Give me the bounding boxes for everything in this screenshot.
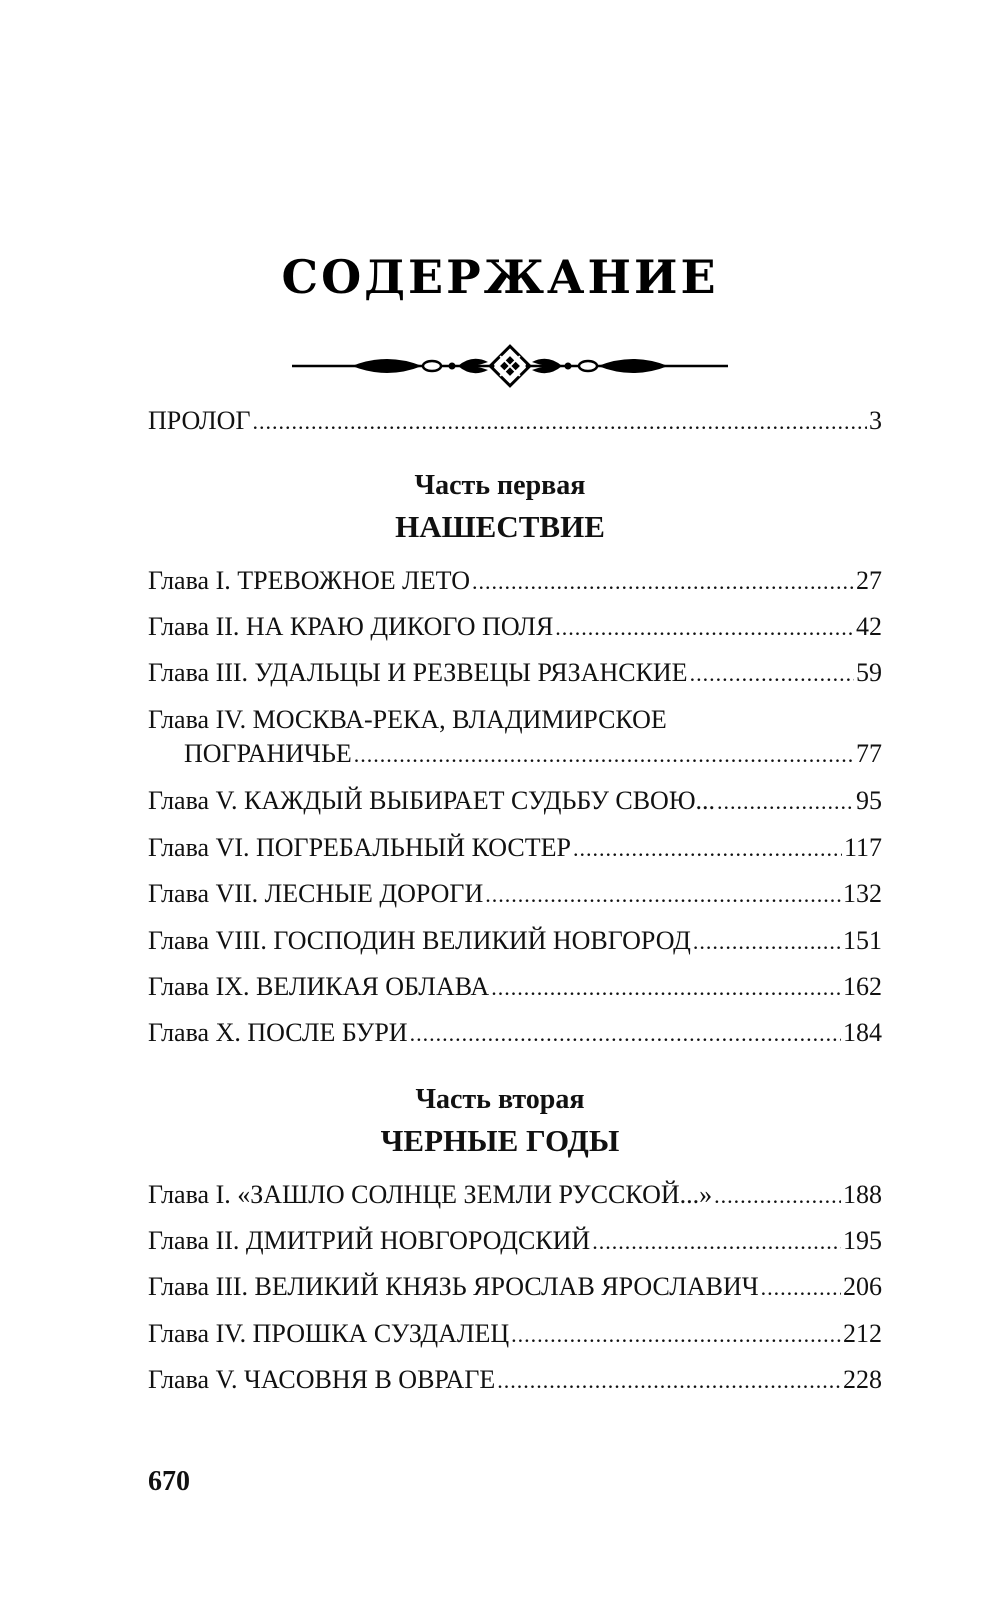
toc-entry-page: 228 (843, 1365, 882, 1394)
toc-entry[interactable] (148, 784, 882, 818)
toc-entry-label: ПРОЛОГ (148, 406, 251, 435)
toc-entry-page: 95 (856, 786, 882, 815)
toc-entry-page: 27 (856, 566, 882, 595)
dot-leader (354, 738, 854, 772)
toc-entry-page: 117 (843, 833, 882, 862)
toc-entry-page: 151 (843, 926, 882, 955)
toc-entry-page: 206 (843, 1272, 882, 1301)
toc-entry-prologue[interactable] (148, 404, 882, 438)
toc-entry-label: Глава I. «ЗАШЛО СОЛНЦЕ ЗЕМЛИ РУССКОЙ...» (148, 1180, 713, 1209)
toc-entry-page: 162 (843, 972, 882, 1001)
toc-entry-label: Глава VI. ПОГРЕБАЛЬНЫЙ КОСТЕР (148, 833, 571, 862)
toc-entry-label: Глава IV. ПРОШКА СУЗДАЛЕЦ (148, 1319, 510, 1348)
toc-entry[interactable] (148, 877, 882, 911)
toc-entry-label: Глава II. НА КРАЮ ДИКОГО ПОЛЯ (148, 612, 554, 641)
toc-entry-page: 59 (856, 658, 882, 687)
dot-leader (714, 1179, 841, 1213)
dot-leader (717, 785, 854, 819)
toc-entry[interactable] (148, 1178, 882, 1212)
dot-leader (693, 925, 841, 959)
toc-entry[interactable] (148, 1317, 882, 1351)
toc-entry-label: Глава I. ТРЕВОЖНОЕ ЛЕТО (148, 566, 470, 595)
toc-entry-label: Глава III. УДАЛЬЦЫ И РЕЗВЕЦЫ РЯЗАНСКИЕ (148, 658, 688, 687)
toc-entry-label: Глава X. ПОСЛЕ БУРИ (148, 1018, 408, 1047)
toc-entry[interactable] (148, 656, 882, 690)
toc-entry-label-continued: ПОГРАНИЧЬЕ (184, 739, 352, 768)
toc-entry-page: 184 (843, 1018, 882, 1047)
toc-entry[interactable] (148, 970, 882, 1004)
toc-entry-page: 42 (856, 612, 882, 641)
toc-entry-page: 188 (843, 1180, 882, 1209)
part-label: Часть первая (414, 470, 586, 501)
dot-leader (410, 1017, 841, 1051)
ornament-divider-icon (292, 338, 728, 394)
part-title: НАШЕСТВИЕ (395, 509, 605, 544)
dot-leader (761, 1271, 841, 1305)
dot-leader (252, 405, 867, 439)
toc-entry-label: Глава IX. ВЕЛИКАЯ ОБЛАВА (148, 972, 490, 1001)
toc-entry-label: Глава VII. ЛЕСНЫЕ ДОРОГИ (148, 879, 484, 908)
part-label: Часть вторая (415, 1084, 585, 1115)
toc-entry-page: 3 (869, 406, 882, 435)
toc-entry[interactable] (148, 831, 882, 865)
page-title: СОДЕРЖАНИЕ (281, 250, 719, 304)
toc-entry-label: Глава III. ВЕЛИКИЙ КНЯЗЬ ЯРОСЛАВ ЯРОСЛАВИЧ (148, 1272, 759, 1301)
toc-entry[interactable] (148, 610, 882, 644)
toc-entry[interactable] (148, 924, 882, 958)
toc-entry-label: Глава VIII. ГОСПОДИН ВЕЛИКИЙ НОВГОРОД (148, 926, 691, 955)
toc-entry-label[interactable]: Глава IV. МОСКВА-РЕКА, ВЛАДИМИРСКОЕ (148, 705, 667, 734)
toc-entry[interactable] (148, 1363, 882, 1397)
toc-entry-page: 132 (843, 879, 882, 908)
toc-entry[interactable] (148, 1016, 882, 1050)
dot-leader (485, 878, 841, 912)
dot-leader (511, 1318, 841, 1352)
dot-leader (497, 1364, 841, 1398)
toc-entry-label: Глава II. ДМИТРИЙ НОВГОРОДСКИЙ (148, 1226, 591, 1255)
dot-leader (573, 832, 842, 866)
toc-entry-page: 212 (843, 1319, 882, 1348)
toc-entry-label: Глава V. КАЖДЫЙ ВЫБИРАЕТ СУДЬБУ СВОЮ... (148, 786, 716, 815)
toc-entry[interactable] (148, 1270, 882, 1304)
page-number: 670 (148, 1466, 190, 1497)
dot-leader (491, 971, 841, 1005)
toc-entry[interactable] (148, 1224, 882, 1258)
toc-entry[interactable] (148, 564, 882, 598)
dot-leader (592, 1225, 841, 1259)
dot-leader (690, 657, 854, 691)
toc-entry-label: Глава V. ЧАСОВНЯ В ОВРАГЕ (148, 1365, 496, 1394)
toc-entry[interactable] (184, 737, 882, 771)
toc-entry-page: 195 (843, 1226, 882, 1255)
part-title: ЧЕРНЫЕ ГОДЫ (380, 1123, 620, 1158)
dot-leader (555, 611, 854, 645)
toc-entry-page: 77 (856, 739, 882, 768)
dot-leader (472, 565, 854, 599)
